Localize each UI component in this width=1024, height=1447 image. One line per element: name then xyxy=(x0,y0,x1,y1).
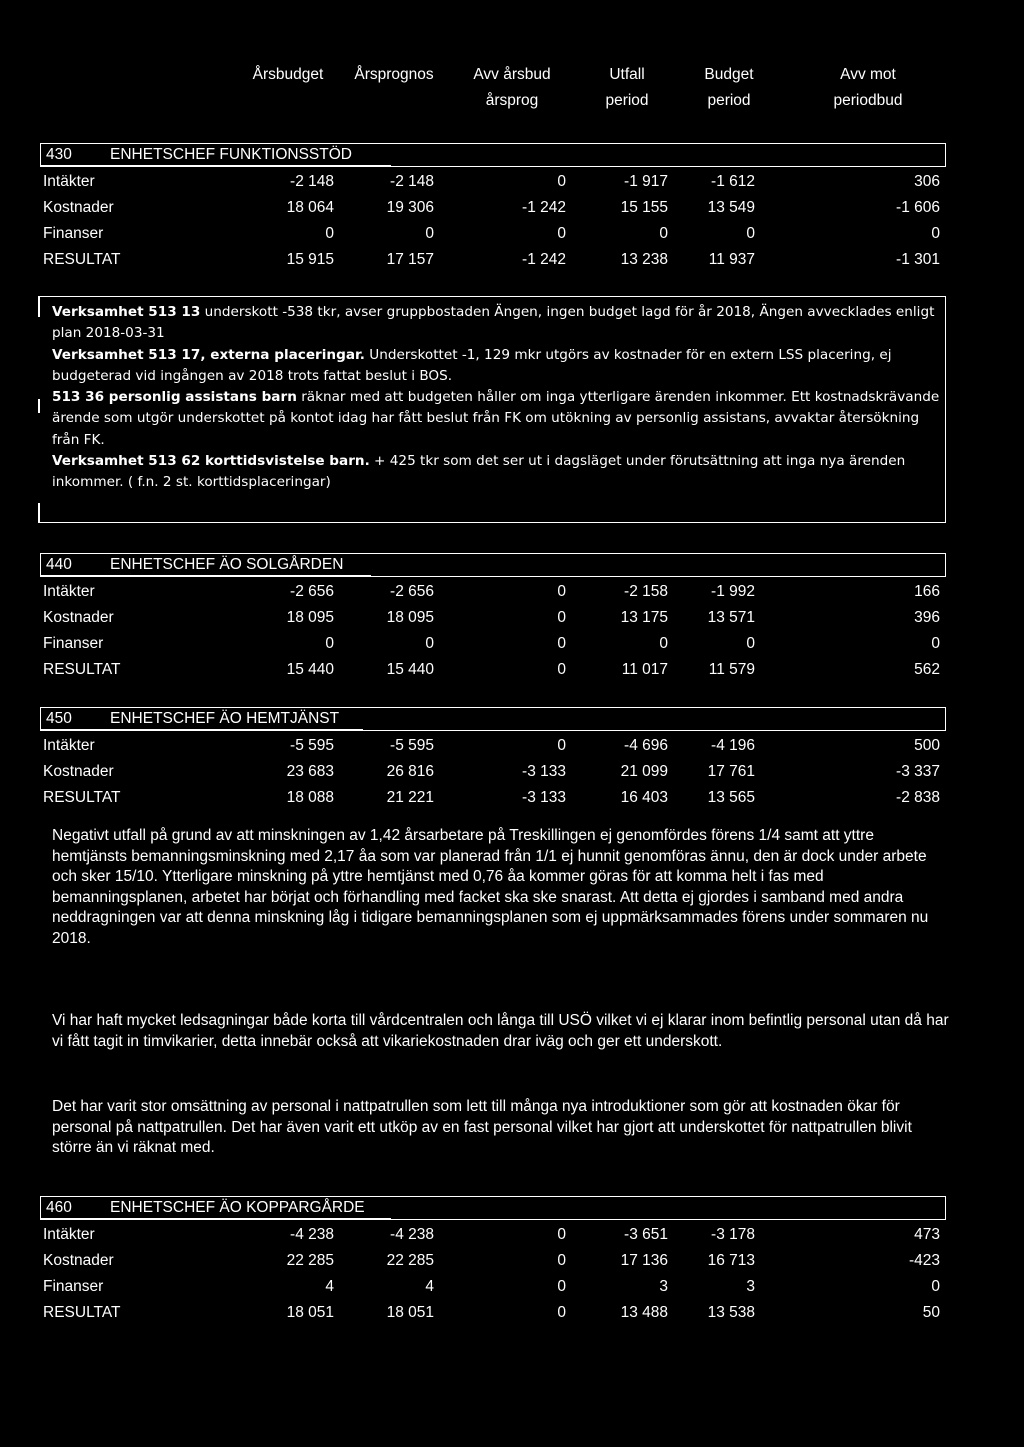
cell-avv-arsbud: 0 xyxy=(557,225,566,242)
section-code: 450 xyxy=(46,710,72,727)
section-code: 440 xyxy=(46,556,72,573)
cell-arsprognos: 17 157 xyxy=(386,251,434,268)
narrative-paragraph: Vi har haft mycket ledsagningar både korta till vårdcentralen och långa till USÖ vilket vi ej klarar inom befintlig personal utan då har vi fått tagit in timvikarier, detta innebär också att vikariekostnaden drar iväg och ger ett underskott. xyxy=(52,1012,949,1050)
table-row xyxy=(0,247,1024,273)
narrative-paragraph: Negativt utfall på grund av att minskningen av 1,42 årsarbetare på Treskillingen ej genomfördes förens 1/4 samt att yttre hemtjänsts bemanningsminskning med 2,17 åa som var planerad från 1/1 ej hunnit genomföras ännu, den är dock under arbete och sker 15/10. Ytterligare minskning på yttre hemtjänst med 0,76 åa kommer göras för att komma helt i fas med bemanningsplanen, arbetet har börjat och förhandling med facket ska ske snarast. Att detta ej gjordes i samband med andra neddragningen var att denna minskning låg i tidigare bemanningsplanen som ej uppmärksammades förens under sommaren nu 2018. xyxy=(52,827,929,947)
col-header-arsbudget: Årsbudget xyxy=(252,66,324,83)
cell-avv-mot: 166 xyxy=(914,583,940,600)
cell-budget: 13 538 xyxy=(707,1304,755,1321)
col-header-avv-arsbud: Avv årsbud årsprog xyxy=(473,66,551,109)
cell-budget: -1 612 xyxy=(711,173,755,190)
cell-avv-arsbud: -1 242 xyxy=(522,251,566,268)
cell-arsprognos: 0 xyxy=(425,225,434,242)
table-row xyxy=(0,733,1024,759)
cell-utfall: 13 175 xyxy=(620,609,668,626)
cell-arsbudget: 23 683 xyxy=(286,763,334,780)
cell-utfall: -1 917 xyxy=(624,173,668,190)
row-label: Intäkter xyxy=(43,1226,95,1243)
row-label: RESULTAT xyxy=(43,1304,121,1321)
table-row xyxy=(0,579,1024,605)
table-row xyxy=(0,605,1024,631)
section-title xyxy=(40,707,946,731)
title-underline xyxy=(41,165,391,167)
row-label: Finanser xyxy=(43,1278,104,1295)
title-underline xyxy=(41,729,363,731)
table-row xyxy=(0,1300,1024,1326)
cell-budget: 3 xyxy=(746,1278,755,1295)
cell-utfall: -3 651 xyxy=(624,1226,668,1243)
table-row xyxy=(0,1248,1024,1274)
table-row xyxy=(0,759,1024,785)
note-paragraph: Verksamhet 513 62 korttidsvistelse barn. + 425 tkr som det ser ut i dagsläget under förutsättning att inga nya ärenden inkommer. ( f.n. 2 st. korttidsplaceringar) xyxy=(52,453,906,491)
cell-arsbudget: 18 088 xyxy=(286,789,334,806)
table-row xyxy=(0,169,1024,195)
cell-avv-arsbud: 0 xyxy=(557,1278,566,1295)
row-label: Finanser xyxy=(43,225,104,242)
note-paragraph: Verksamhet 513 13 underskott -538 tkr, avser gruppbostaden Ängen, ingen budget lagd för år 2018, Ängen avvecklades enligt plan 2018-03-31 xyxy=(52,304,935,342)
row-label: Kostnader xyxy=(43,199,114,216)
cell-arsprognos: 19 306 xyxy=(386,199,434,216)
cell-avv-mot: -1 606 xyxy=(896,199,940,216)
cell-arsprognos: 18 051 xyxy=(386,1304,434,1321)
cell-avv-arsbud: 0 xyxy=(557,173,566,190)
cell-utfall: 11 017 xyxy=(621,661,668,678)
cell-budget: 0 xyxy=(746,225,755,242)
notes-430 xyxy=(52,302,942,494)
cell-avv-arsbud: 0 xyxy=(557,661,566,678)
cell-avv-arsbud: -3 133 xyxy=(522,789,566,806)
table-row xyxy=(0,785,1024,811)
cell-budget: 11 579 xyxy=(708,661,755,678)
cell-utfall: 17 136 xyxy=(620,1252,668,1269)
cell-avv-arsbud: 0 xyxy=(557,1252,566,1269)
cell-arsbudget: 18 095 xyxy=(286,609,334,626)
row-label: Intäkter xyxy=(43,583,95,600)
cell-avv-mot: -3 337 xyxy=(896,763,940,780)
row-label: Intäkter xyxy=(43,173,95,190)
cell-utfall: 13 488 xyxy=(620,1304,668,1321)
cell-arsbudget: -5 595 xyxy=(290,737,334,754)
col-header-avv-mot: Avv mot periodbud xyxy=(833,66,903,109)
cell-arsbudget: 0 xyxy=(325,635,334,652)
cell-avv-arsbud: 0 xyxy=(557,1226,566,1243)
cell-arsprognos: 22 285 xyxy=(386,1252,434,1269)
cell-budget: 13 571 xyxy=(707,609,755,626)
row-label: Kostnader xyxy=(43,609,114,626)
cell-arsprognos: 15 440 xyxy=(386,661,434,678)
cell-avv-mot: 396 xyxy=(914,609,940,626)
cell-avv-arsbud: 0 xyxy=(557,609,566,626)
cell-arsbudget: -2 148 xyxy=(290,173,334,190)
cell-utfall: -4 696 xyxy=(624,737,668,754)
cell-arsprognos: -2 148 xyxy=(390,173,434,190)
row-label: RESULTAT xyxy=(43,789,121,806)
cell-budget: 16 713 xyxy=(707,1252,755,1269)
cell-budget: 13 549 xyxy=(707,199,755,216)
cell-arsprognos: 21 221 xyxy=(386,789,434,806)
cell-avv-mot: 0 xyxy=(931,635,940,652)
cell-utfall: 21 099 xyxy=(620,763,668,780)
cell-budget: -3 178 xyxy=(711,1226,755,1243)
cell-avv-mot: -423 xyxy=(908,1252,940,1269)
cell-arsprognos: -2 656 xyxy=(390,583,434,600)
cell-arsbudget: 15 915 xyxy=(286,251,334,268)
section-title xyxy=(40,553,946,577)
col-header-utfall: Utfall period xyxy=(605,66,649,109)
cell-avv-mot: 50 xyxy=(922,1304,940,1321)
cell-utfall: 3 xyxy=(659,1278,668,1295)
cell-arsbudget: 0 xyxy=(325,225,334,242)
cell-budget: 0 xyxy=(746,635,755,652)
cell-budget: -4 196 xyxy=(711,737,755,754)
cell-utfall: -2 158 xyxy=(624,583,668,600)
cell-arsprognos: -4 238 xyxy=(390,1226,434,1243)
note-paragraph: Verksamhet 513 17, externa placeringar. Underskottet -1, 129 mkr utgörs av kostnader för en extern LSS placering, ej budgeterad vid ingången av 2018 trots fattat beslut i BOS. xyxy=(52,346,892,384)
cell-utfall: 15 155 xyxy=(620,199,668,216)
note-paragraph: 513 36 personlig assistans barn räknar med att budgeten håller om inga ytterligare ärenden inkommer. Ett kostnadskrävande ärende som utgör underskottet på kontot idag har fått beslut från FK om utökning av personlig assistans, avvaktar återsökning från FK. xyxy=(52,389,940,448)
table-row xyxy=(0,631,1024,657)
box-left-edge xyxy=(38,503,40,523)
cell-arsprognos: 4 xyxy=(425,1278,434,1295)
title-underline xyxy=(41,1218,391,1220)
box-left-edge xyxy=(38,297,40,317)
row-label: Finanser xyxy=(43,635,104,652)
cell-avv-mot: 500 xyxy=(914,737,940,754)
cell-arsbudget: 15 440 xyxy=(286,661,334,678)
cell-utfall: 13 238 xyxy=(620,251,668,268)
cell-avv-arsbud: 0 xyxy=(557,635,566,652)
section-name: ENHETSCHEF FUNKTIONSSTÖD xyxy=(110,146,352,163)
cell-arsbudget: -4 238 xyxy=(290,1226,334,1243)
section-name: ENHETSCHEF ÄO HEMTJÄNST xyxy=(110,710,340,727)
cell-avv-arsbud: 0 xyxy=(557,1304,566,1321)
cell-utfall: 0 xyxy=(659,225,668,242)
section-code: 430 xyxy=(46,146,72,163)
cell-avv-mot: 473 xyxy=(914,1226,940,1243)
table-row xyxy=(0,221,1024,247)
cell-avv-mot: 0 xyxy=(931,1278,940,1295)
cell-avv-arsbud: -1 242 xyxy=(522,199,566,216)
cell-arsbudget: 22 285 xyxy=(286,1252,334,1269)
box-bottom-edge xyxy=(38,522,946,524)
col-header-budget: Budget period xyxy=(704,66,754,109)
section-title xyxy=(40,143,946,167)
cell-arsprognos: 18 095 xyxy=(386,609,434,626)
cell-avv-mot: -2 838 xyxy=(896,789,940,806)
cell-avv-mot: -1 301 xyxy=(896,251,940,268)
row-label: RESULTAT xyxy=(43,661,121,678)
cell-avv-mot: 306 xyxy=(914,173,940,190)
title-underline xyxy=(41,575,371,577)
cell-budget: 17 761 xyxy=(707,763,755,780)
row-label: RESULTAT xyxy=(43,251,121,268)
cell-avv-mot: 0 xyxy=(931,225,940,242)
row-label: Intäkter xyxy=(43,737,95,754)
section-name: ENHETSCHEF ÄO KOPPARGÅRDE xyxy=(110,1199,365,1216)
row-label: Kostnader xyxy=(43,763,114,780)
cell-utfall: 16 403 xyxy=(620,789,668,806)
cell-utfall: 0 xyxy=(659,635,668,652)
cell-arsprognos: 0 xyxy=(425,635,434,652)
cell-avv-arsbud: 0 xyxy=(557,737,566,754)
cell-avv-mot: 562 xyxy=(914,661,940,678)
section-code: 460 xyxy=(46,1199,72,1216)
table-row xyxy=(0,195,1024,221)
cell-arsbudget: 4 xyxy=(325,1278,334,1295)
cell-arsbudget: -2 656 xyxy=(290,583,334,600)
cell-budget: 11 937 xyxy=(708,251,755,268)
narrative-paragraph: Det har varit stor omsättning av personal i nattpatrullen som lett till många nya introduktioner som gör att kostnaden ökar för personal på nattpatrullen. Det har även varit ett utköp av en fast personal vilket har gjort att underskottet för nattpatrullen blivit större än vi räknat med. xyxy=(52,1098,912,1156)
cell-avv-arsbud: 0 xyxy=(557,583,566,600)
section-name: ENHETSCHEF ÄO SOLGÅRDEN xyxy=(110,556,344,573)
cell-arsbudget: 18 064 xyxy=(286,199,334,216)
cell-arsprognos: 26 816 xyxy=(386,763,434,780)
cell-arsbudget: 18 051 xyxy=(286,1304,334,1321)
cell-avv-arsbud: -3 133 xyxy=(522,763,566,780)
column-header xyxy=(0,62,1024,122)
table-row xyxy=(0,657,1024,683)
box-left-edge xyxy=(38,399,40,413)
section-title xyxy=(40,1196,946,1220)
table-row xyxy=(0,1274,1024,1300)
table-row xyxy=(0,1222,1024,1248)
row-label: Kostnader xyxy=(43,1252,114,1269)
cell-budget: 13 565 xyxy=(707,789,755,806)
col-header-arsprognos: Årsprognos xyxy=(354,66,434,83)
cell-arsprognos: -5 595 xyxy=(390,737,434,754)
cell-budget: -1 992 xyxy=(711,583,755,600)
